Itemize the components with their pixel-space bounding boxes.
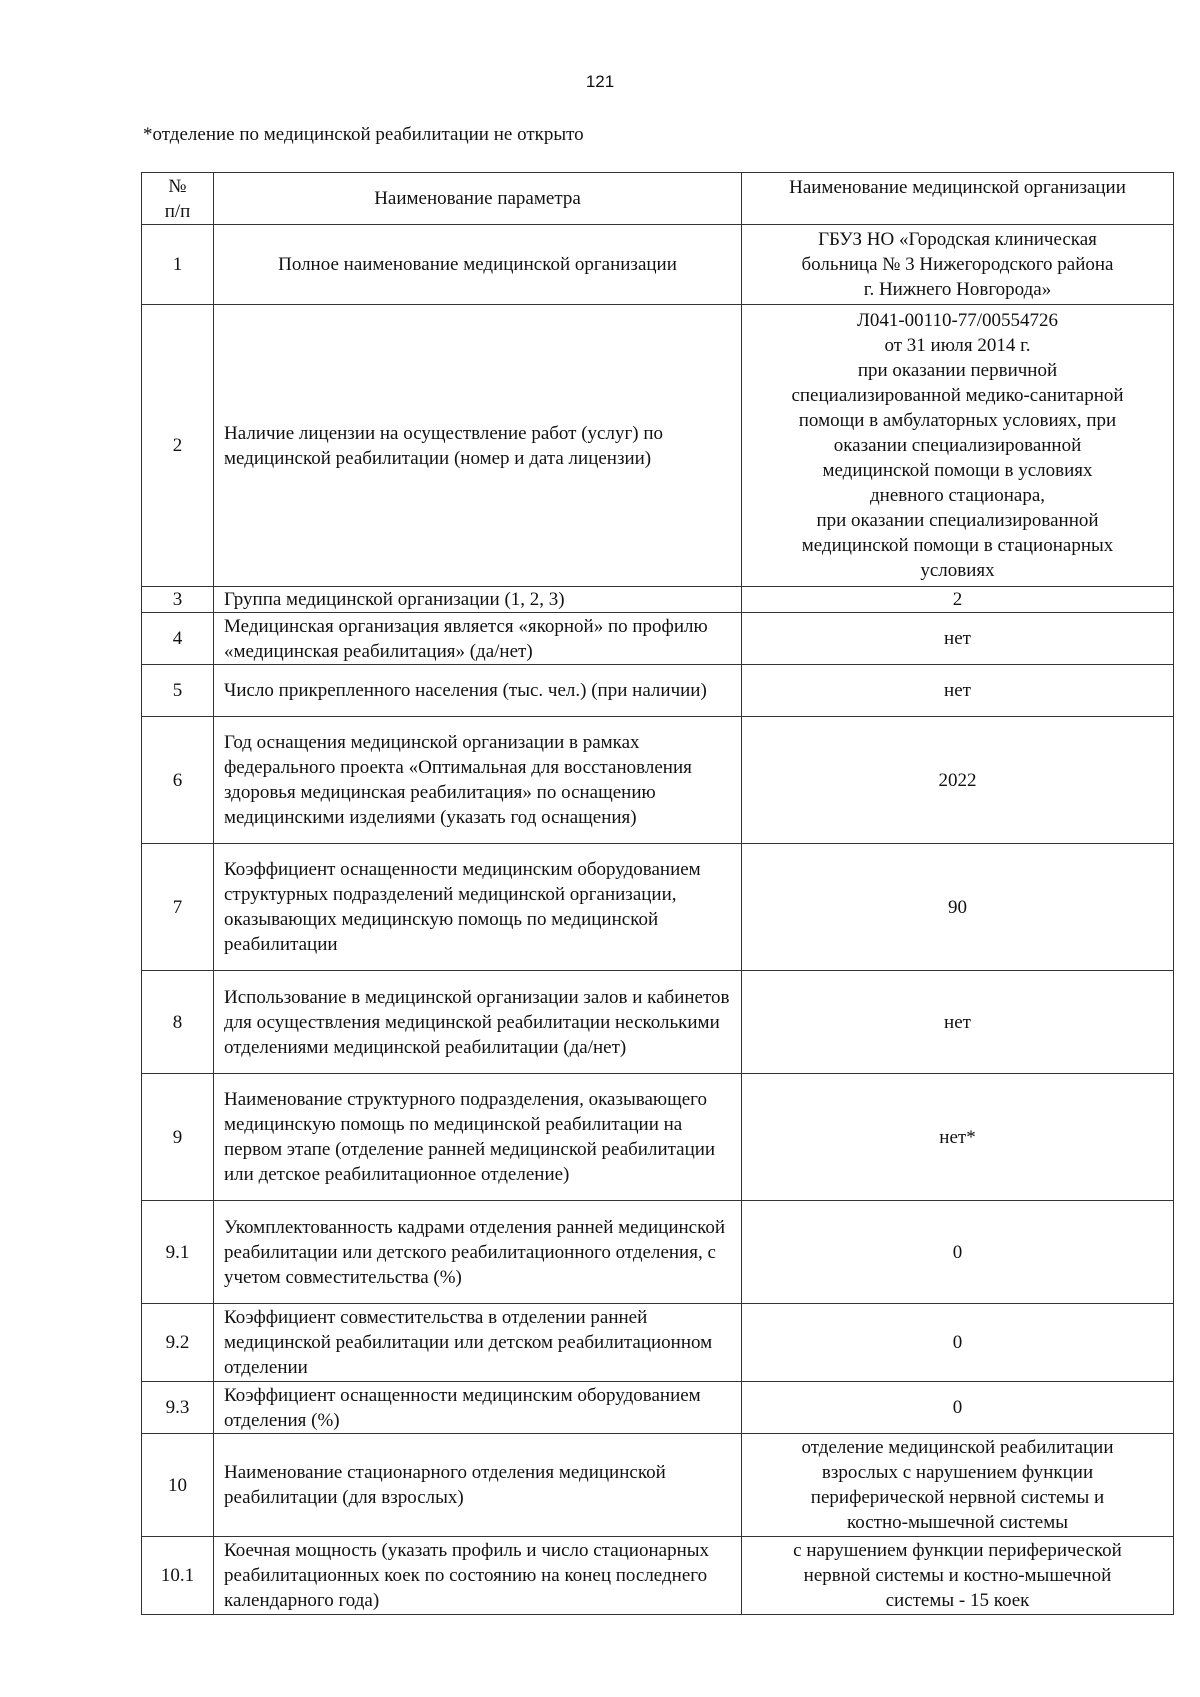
header-num: № п/п — [142, 173, 214, 225]
table-row — [142, 1074, 1174, 1201]
table-row — [142, 1304, 1174, 1382]
row-param: Год оснащения медицинской организации в рамках федерального проекта «Оптимальная для восстановления здоровья медицинская реабилитация» по оснащению медицинскими изделиями (указать год оснащения) — [214, 717, 742, 844]
row-value: нет — [742, 971, 1174, 1074]
row-num: 10 — [142, 1434, 214, 1537]
row-value: Л041-00110-77/00554726 от 31 июля 2014 г. при оказании первичной специализированной медико-санитарной помощи в амбулаторных условиях, при оказании специализированной медицинской помощи в условиях дневного стационара, при оказании специализированной медицинской помощи в стационарных условиях — [742, 305, 1174, 587]
row-param: Группа медицинской организации (1, 2, 3) — [214, 587, 742, 613]
row-param: Наличие лицензии на осуществление работ (услуг) по медицинской реабилитации (номер и дата лицензии) — [214, 305, 742, 587]
row-num: 9.2 — [142, 1304, 214, 1382]
row-param: Коэффициент оснащенности медицинским оборудованием структурных подразделений медицинской организации, оказывающих медицинскую помощь по медицинской реабилитации — [214, 844, 742, 971]
table-header-row — [142, 173, 1174, 225]
row-value: 2022 — [742, 717, 1174, 844]
table-row — [142, 587, 1174, 613]
row-num: 2 — [142, 305, 214, 587]
row-value: 0 — [742, 1304, 1174, 1382]
header-param: Наименование параметра — [214, 173, 742, 225]
table-row — [142, 844, 1174, 971]
row-value: нет — [742, 665, 1174, 717]
table-row — [142, 971, 1174, 1074]
row-num: 9.3 — [142, 1382, 214, 1434]
row-value: нет* — [742, 1074, 1174, 1201]
table-row — [142, 717, 1174, 844]
row-num: 7 — [142, 844, 214, 971]
table-row — [142, 665, 1174, 717]
row-num: 3 — [142, 587, 214, 613]
row-value: 0 — [742, 1382, 1174, 1434]
row-value: нет — [742, 613, 1174, 665]
row-num: 8 — [142, 971, 214, 1074]
row-param: Использование в медицинской организации залов и кабинетов для осуществления медицинской реабилитации несколькими отделениями медицинской реабилитации (да/нет) — [214, 971, 742, 1074]
row-num: 6 — [142, 717, 214, 844]
row-value: ГБУЗ НО «Городская клиническая больница № 3 Нижегородского района г. Нижнего Новгорода» — [742, 225, 1174, 305]
table-row — [142, 225, 1174, 305]
page-number: 121 — [585, 72, 615, 91]
table-row — [142, 1537, 1174, 1615]
row-num: 9.1 — [142, 1201, 214, 1304]
table-row — [142, 1201, 1174, 1304]
footnote: *отделение по медицинской реабилитации не открыто — [143, 124, 584, 145]
table-row — [142, 305, 1174, 587]
row-param: Полное наименование медицинской организации — [214, 225, 742, 305]
table-row — [142, 1382, 1174, 1434]
row-param: Укомплектованность кадрами отделения ранней медицинской реабилитации или детского реабилитационного отделения, с учетом совместительства (%) — [214, 1201, 742, 1304]
row-num: 10.1 — [142, 1537, 214, 1615]
row-param: Медицинская организация является «якорной» по профилю «медицинская реабилитация» (да/нет) — [214, 613, 742, 665]
row-num: 4 — [142, 613, 214, 665]
row-num: 5 — [142, 665, 214, 717]
row-param: Коэффициент оснащенности медицинским оборудованием отделения (%) — [214, 1382, 742, 1434]
row-param: Число прикрепленного населения (тыс. чел.) (при наличии) — [214, 665, 742, 717]
row-value: с нарушением функции периферической нервной системы и костно-мышечной системы - 15 коек — [742, 1537, 1174, 1615]
table-row — [142, 613, 1174, 665]
row-num: 9 — [142, 1074, 214, 1201]
row-value: 0 — [742, 1201, 1174, 1304]
row-value: 90 — [742, 844, 1174, 971]
row-param: Коэффициент совместительства в отделении ранней медицинской реабилитации или детском реабилитационном отделении — [214, 1304, 742, 1382]
table-row — [142, 1434, 1174, 1537]
row-param: Наименование стационарного отделения медицинской реабилитации (для взрослых) — [214, 1434, 742, 1537]
row-param: Наименование структурного подразделения, оказывающего медицинскую помощь по медицинской реабилитации на первом этапе (отделение ранней медицинской реабилитации или детское реабилитационное отделение) — [214, 1074, 742, 1201]
row-num: 1 — [142, 225, 214, 305]
row-param: Коечная мощность (указать профиль и число стационарных реабилитационных коек по состоянию на конец последнего календарного года) — [214, 1537, 742, 1615]
parameters-table — [141, 172, 1174, 1615]
row-value: отделение медицинской реабилитации взрослых с нарушением функции периферической нервной системы и костно-мышечной системы — [742, 1434, 1174, 1537]
header-value: Наименование медицинской организации — [742, 173, 1174, 225]
row-value: 2 — [742, 587, 1174, 613]
